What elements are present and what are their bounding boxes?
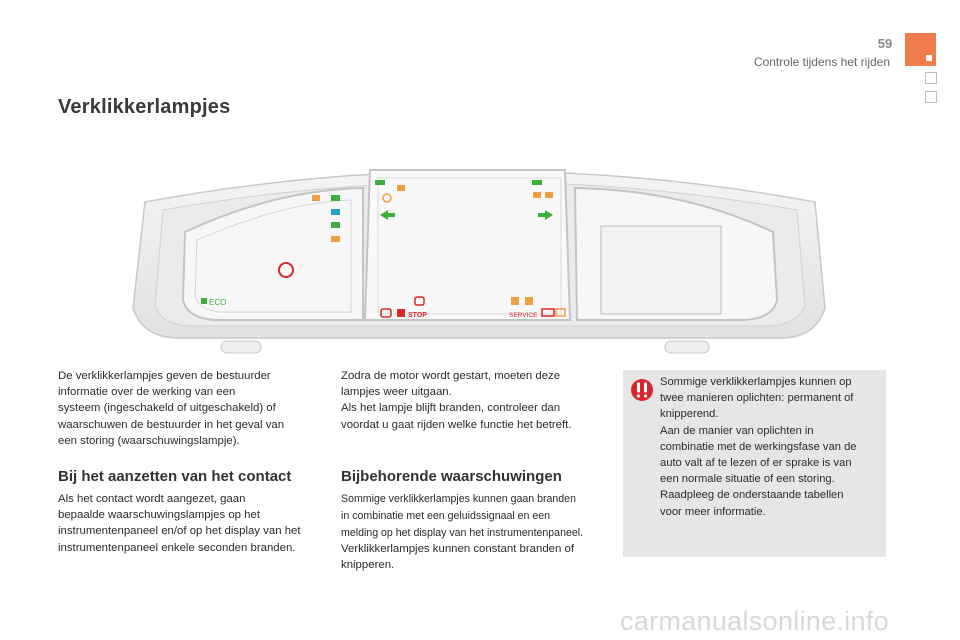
warnings-line: Verklikkerlampjes kunnen constant branden of [341, 543, 575, 555]
instrument-panel-illustration [125, 140, 835, 360]
page-number: 59 [877, 36, 893, 51]
chapter-tab [905, 33, 936, 66]
nav-square-1 [925, 72, 937, 84]
ignition-line: bepaalde waarschuwingslampjes op het [58, 509, 260, 522]
nav-square-2 [925, 91, 937, 103]
engine-line: voordat u gaat rijden welke functie het betreft. [341, 418, 572, 431]
ignition-line: instrumentenpaneel en/of op het display van het [58, 525, 301, 538]
notice-line: Raadpleeg de onderstaande tabellen [660, 489, 844, 502]
notice-line: knipperend. [660, 408, 719, 421]
notice-line: voor meer informatie. [660, 505, 766, 518]
notice-line: auto valt af te lezen of er sprake is van [660, 457, 852, 470]
notice-line: een normale situatie of een storing. [660, 473, 835, 486]
warnings-line: melding op het display van het instrumentenpaneel. [341, 527, 584, 540]
warnings-paragraph [341, 491, 609, 543]
notice-line: twee manieren oplichten: permanent of [660, 392, 854, 405]
intro-line: waarschuwen de bestuurder in het geval van [58, 418, 285, 431]
warnings-line: knipperen. [341, 559, 395, 572]
ignition-paragraph [58, 491, 326, 556]
eco-indicator: ECO [209, 298, 227, 307]
stop-indicator: STOP [408, 312, 427, 319]
notice-line: Sommige verklikkerlampjes kunnen op [660, 376, 852, 388]
page-title: Verklikkerlampjes [58, 96, 231, 118]
ignition-line: Als het contact wordt aangezet, gaan [58, 493, 246, 505]
intro-line: een storing (waarschuwingslampje). [58, 434, 240, 447]
watermark: carmanualsonline.info [620, 606, 889, 636]
service-indicator: SERVICE [509, 312, 538, 319]
warnings-paragraph-2 [341, 541, 609, 573]
ignition-heading: Bij het aanzetten van het contact [58, 468, 292, 485]
engine-line: Als het lampje blijft branden, controleer dan [341, 402, 561, 415]
ignition-line: instrumentenpaneel enkele seconden branden. [58, 541, 296, 554]
warnings-line: Sommige verklikkerlampjes kunnen gaan branden [341, 493, 576, 505]
notice-line: combinatie met de werkingsfase van de [660, 440, 857, 453]
warnings-line: in combinatie met een geluidssignaal en een [341, 510, 551, 523]
warnings-heading: Bijbehorende waarschuwingen [341, 468, 562, 485]
engine-line: lampjes weer uitgaan. [341, 386, 452, 399]
warning-exclamation-icon [630, 378, 654, 402]
intro-line: systeem (ingeschakeld of uitgeschakeld) of [58, 402, 276, 415]
section-title: Controle tijdens het rijden [753, 55, 890, 69]
engine-line: Zodra de motor wordt gestart, moeten deze [341, 370, 561, 382]
intro-paragraph [58, 368, 323, 449]
intro-line: informatie over de werking van een [58, 386, 236, 399]
notice-text [660, 374, 882, 520]
engine-paragraph [341, 368, 606, 433]
intro-line: De verklikkerlampjes geven de bestuurder [58, 370, 271, 382]
notice-line: Aan de manier van oplichten in [660, 424, 814, 437]
